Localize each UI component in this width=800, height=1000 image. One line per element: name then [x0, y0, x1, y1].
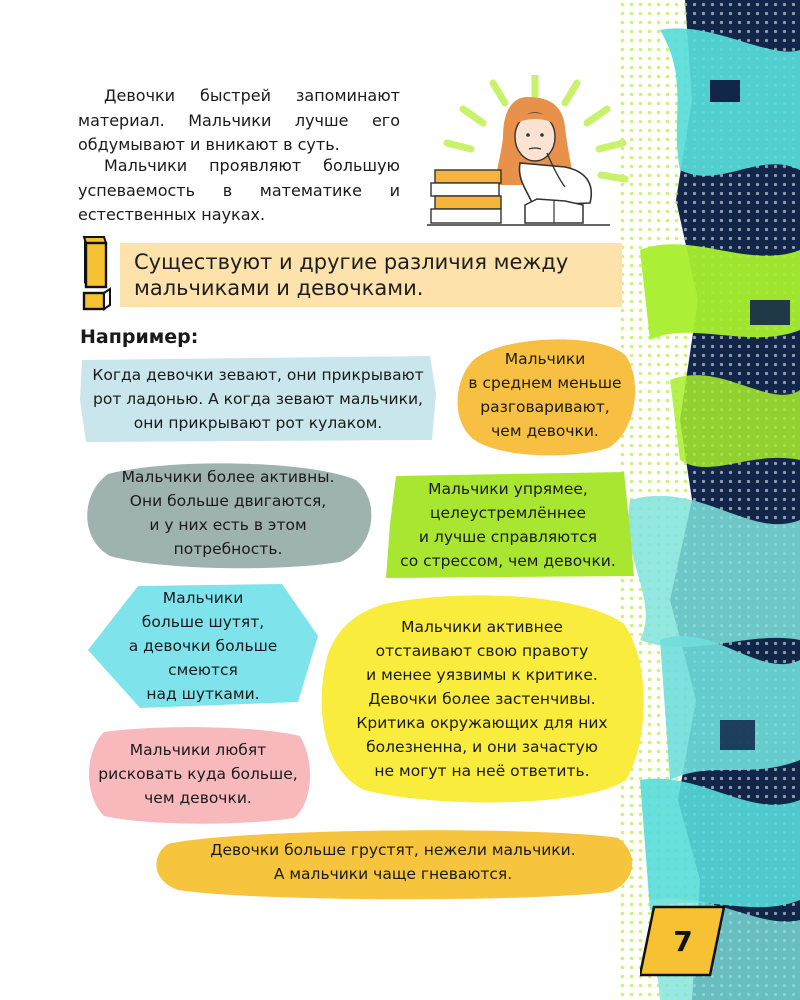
thinking-girl-with-books-illustration: [425, 75, 630, 240]
fact-sadness-text: Девочки больше грустят, нежели мальчики. А мальчики чаще гневаются.: [210, 841, 576, 883]
fact-activity-text: Мальчики более активны. Они больше двигаются, и у них есть в этом потребность.: [121, 468, 335, 558]
fact-stubborn: [380, 470, 636, 580]
fact-criticism: [314, 594, 650, 804]
exclamation-icon: [74, 235, 114, 315]
fact-talking-text: Мальчики в среднем меньше разговаривают, чем девочки.: [468, 350, 622, 440]
fact-risk-text: Мальчики любят рисковать куда больше, чем девочки.: [98, 741, 298, 807]
example-label: Например:: [80, 326, 199, 348]
fact-criticism-text: Мальчики активнее отстаивают свою правоту и менее уязвимы к критике. Девочки более застенчивы. Критика окружающих для них болезненна, и они зачастую не могут на неё ответить.: [356, 618, 608, 780]
page-number-badge: [640, 905, 726, 977]
fact-yawning: [78, 354, 438, 444]
fact-risk: [80, 724, 316, 824]
fact-jokes-text: Мальчики больше шутят, а девочки больше смеются над шутками.: [128, 589, 278, 703]
section-heading: Существуют и другие различия между мальчиками и девочками.: [120, 243, 622, 307]
fact-yawning-text: Когда девочки зевают, они прикрывают рот ладонью. А когда зевают мальчики, они прикрывают рот кулаком.: [92, 366, 424, 432]
intro-paragraph-2: Мальчики проявляют большую успеваемость в математике и естественных науках.: [78, 156, 400, 224]
intro-paragraph-1: Девочки быстрей запоминают материал. Мальчики лучше его обдумывают и вникают в суть.: [78, 86, 400, 154]
page-number: 7: [673, 924, 693, 958]
fact-activity: [78, 458, 378, 568]
fact-talking: [450, 334, 640, 456]
fact-jokes: [82, 580, 324, 712]
fact-stubborn-text: Мальчики упрямее, целеустремлённее и лучше справляются со стрессом, чем девочки.: [400, 480, 616, 570]
fact-sadness: [148, 824, 638, 900]
